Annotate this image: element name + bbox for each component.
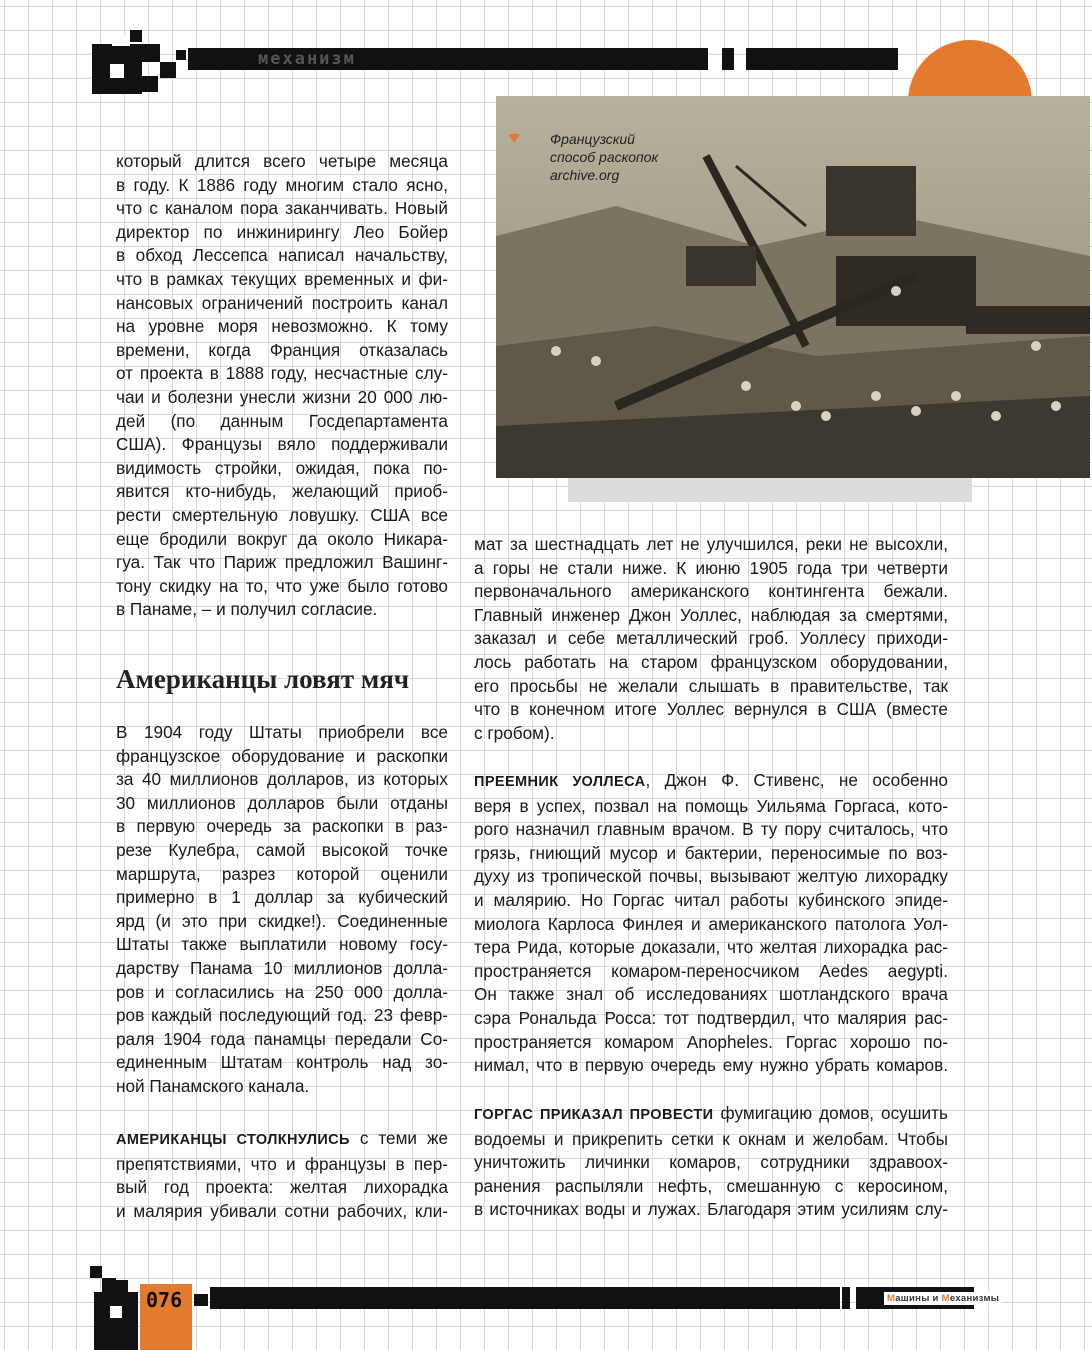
photo-caption: [550, 130, 658, 184]
text-line: нансовых ограничений построить канал: [116, 292, 448, 313]
text-line: примерно в 1 доллар за кубический: [116, 887, 448, 908]
text-line: пространяется комаром-переносчиком Aedes aegypti.: [474, 960, 948, 981]
text-line: за 40 миллионов долларов, из которых: [116, 769, 448, 790]
text-line: гуа. Так что Париж предложил Вашинг-: [116, 552, 448, 573]
text-fragment: , Джон Ф. Стивенс, не особенно: [645, 770, 948, 790]
text-line: США). Французы вяло поддерживали: [116, 434, 448, 455]
text-line: ранения распыляли нефть, смешанную с керосином,: [474, 1175, 948, 1196]
text-line: и малярию. Но Горгас читал работы кубинского эпиде-: [474, 889, 948, 910]
text-line: дей (по данным Госдепартамента: [116, 410, 448, 431]
caption-marker: [508, 134, 520, 143]
text-line: заказал и себе металлический гроб. Уоллесу приходи-: [474, 628, 948, 649]
lead-in: АМЕРИКАНЦЫ СТОЛКНУЛИСЬ: [116, 1132, 350, 1148]
text-line: В 1904 году Штаты приобрели все: [116, 722, 448, 742]
magazine-logo-letter: М: [887, 1293, 896, 1304]
text-line: с гробом).: [474, 722, 555, 743]
right-column-para3: [474, 1102, 948, 1222]
text-line: видимость стройки, ожидая, пока по-: [116, 457, 448, 478]
text-line: что в рамках текущих временных и фи-: [116, 268, 448, 289]
text-line: тону скидку на то, что уже было готово: [116, 575, 448, 596]
left-column-para3: [116, 1127, 448, 1223]
text-line: от проекта в 1888 году, несчастные слу-: [116, 363, 448, 384]
magazine-logo-letter: М: [941, 1293, 950, 1304]
text-line: духу из тропической почвы, вызывают желтую лихорадку: [474, 866, 948, 887]
text-line: пространяется комаром Anopheles. Горгас хорошо по-: [474, 1031, 948, 1052]
text-line: на уровне моря невозможно. К тому: [116, 316, 448, 337]
text-line: маршрута, разрез которой оценили: [116, 863, 448, 884]
text-line: [474, 769, 948, 795]
text-line: французское оборудование и раскопки: [116, 745, 448, 766]
text-line: еще бродили вокруг да около Никара-: [116, 528, 448, 549]
right-column-para2: [474, 769, 948, 1078]
lead-in: ПРЕЕМНИК УОЛЛЕСА: [474, 774, 646, 790]
header-pixel-logo: [60, 30, 190, 100]
magazine-logo-text: ашины и: [895, 1293, 942, 1304]
text-line: ров каждый последующий год. 23 февр-: [116, 1005, 448, 1026]
text-line: первоначального американского контингента бежали.: [474, 581, 948, 602]
text-line: что в конечном итоге Уоллес вернулся в США (вместе: [474, 699, 948, 720]
text-line: дарству Панама 10 миллионов долла-: [116, 957, 448, 978]
page-number: 076: [146, 1288, 183, 1312]
text-line: [116, 1127, 448, 1153]
text-line: ров и согласились на 250 000 долла-: [116, 981, 448, 1002]
text-line: [474, 1102, 948, 1128]
magazine-logo-text: еханизмы: [949, 1293, 1000, 1304]
text-line: его просьбы не желали слышать в правительстве, так: [474, 675, 948, 696]
text-line: грязь, гниющий мусор и бактерии, переносимые по воз-: [474, 842, 948, 863]
text-line: что с каналом пора заканчивать. Новый: [116, 198, 448, 219]
text-line: вый год проекта: желтая лихорадка: [116, 1177, 448, 1198]
text-line: единенным Штатам контроль над зо-: [116, 1052, 448, 1073]
text-line: в источниках воды и лужах. Благодаря этим усилиям слу-: [474, 1199, 948, 1220]
text-line: который длится всего четыре месяца: [116, 151, 448, 171]
lead-in: ГОРГАС ПРИКАЗАЛ ПРОВЕСТИ: [474, 1107, 714, 1123]
header-pixel-accent: [708, 48, 758, 88]
text-line: препятствиями, что и французы в пер-: [116, 1153, 448, 1174]
text-line: сэра Рональда Росса: тот подтвердил, что малярия рас-: [474, 1007, 948, 1028]
footer-pixel-accent: [840, 1287, 856, 1309]
section-heading: Американцы ловят мяч: [116, 664, 410, 694]
text-line: ярд (и это при скидке!). Соединенные: [116, 910, 448, 931]
text-line: Штаты также выплатили новому госу-: [116, 934, 448, 955]
left-column-para1: [116, 150, 448, 622]
caption-source: archive.org: [550, 167, 620, 183]
text-line: в Панаме, – и получил согласие.: [116, 599, 378, 620]
text-line: миолога Карлоса Финлея и американского патолога Уол-: [474, 913, 948, 934]
text-line: Он также знал об исследованиях шотландского врача: [474, 984, 948, 1005]
text-line: явится кто-нибудь, желающий приоб-: [116, 481, 448, 502]
caption-line: Французский: [550, 131, 635, 147]
text-line: в году. К 1886 году многим стало ясно,: [116, 174, 448, 195]
section-title: механизм: [258, 49, 356, 69]
text-line: веря в успех, позвал на помощь Уильяма Горгаса, кото-: [474, 795, 948, 816]
text-line: мат за шестнадцать лет не улучшился, реки не высохли,: [474, 534, 948, 554]
text-line: в первую очередь за раскопки в раз-: [116, 816, 448, 837]
magazine-logo: [884, 1292, 1002, 1305]
text-line: времени, когда Франция отказалась: [116, 339, 448, 360]
text-line: ной Панамского канала.: [116, 1075, 310, 1096]
text-line: резе Кулебра, самой высокой точке: [116, 839, 448, 860]
text-fragment: фумигацию домов, осушить: [713, 1103, 948, 1123]
text-line: рести смертельную ловушку. США все: [116, 504, 448, 525]
text-line: водоемы и прикрепить сетки к окнам и желобам. Чтобы: [474, 1128, 948, 1149]
text-line: раля 1904 года панамцы передали Со-: [116, 1028, 448, 1049]
text-line: в обход Лессепса написал начальству,: [116, 245, 448, 266]
caption-line: способ раскопок: [550, 149, 659, 165]
text-line: Главный инженер Джон Уоллес, наблюдая за смертями,: [474, 604, 948, 625]
footer-bar: [210, 1287, 840, 1309]
text-line: 30 миллионов долларов были отданы: [116, 792, 448, 813]
text-line: директор по инжинирингу Лео Бойер: [116, 221, 448, 242]
text-line: рого назначил главным врачом. В ту пору считалось, что: [474, 819, 948, 840]
text-line: нимал, что в первую очередь ему нужно убрать комаров.: [474, 1055, 948, 1076]
header-bar-right: [758, 48, 898, 70]
right-column-para1: [474, 533, 948, 745]
left-column-para2: [116, 721, 448, 1099]
text-fragment: с теми же: [349, 1128, 448, 1148]
text-line: а горы не стали ниже. К июню 1905 года три четверти: [474, 557, 948, 578]
text-line: лось работать на старом французском оборудовании,: [474, 651, 948, 672]
text-line: уничтожить личинки комаров, сотрудники здравоох-: [474, 1152, 948, 1173]
text-line: и малярия убивали сотни рабочих, кли-: [116, 1200, 448, 1221]
text-line: тера Рида, которые доказали, что желтая лихорадка рас-: [474, 937, 948, 958]
text-line: чаи и болезни унесли жизни 20 000 лю-: [116, 386, 448, 407]
